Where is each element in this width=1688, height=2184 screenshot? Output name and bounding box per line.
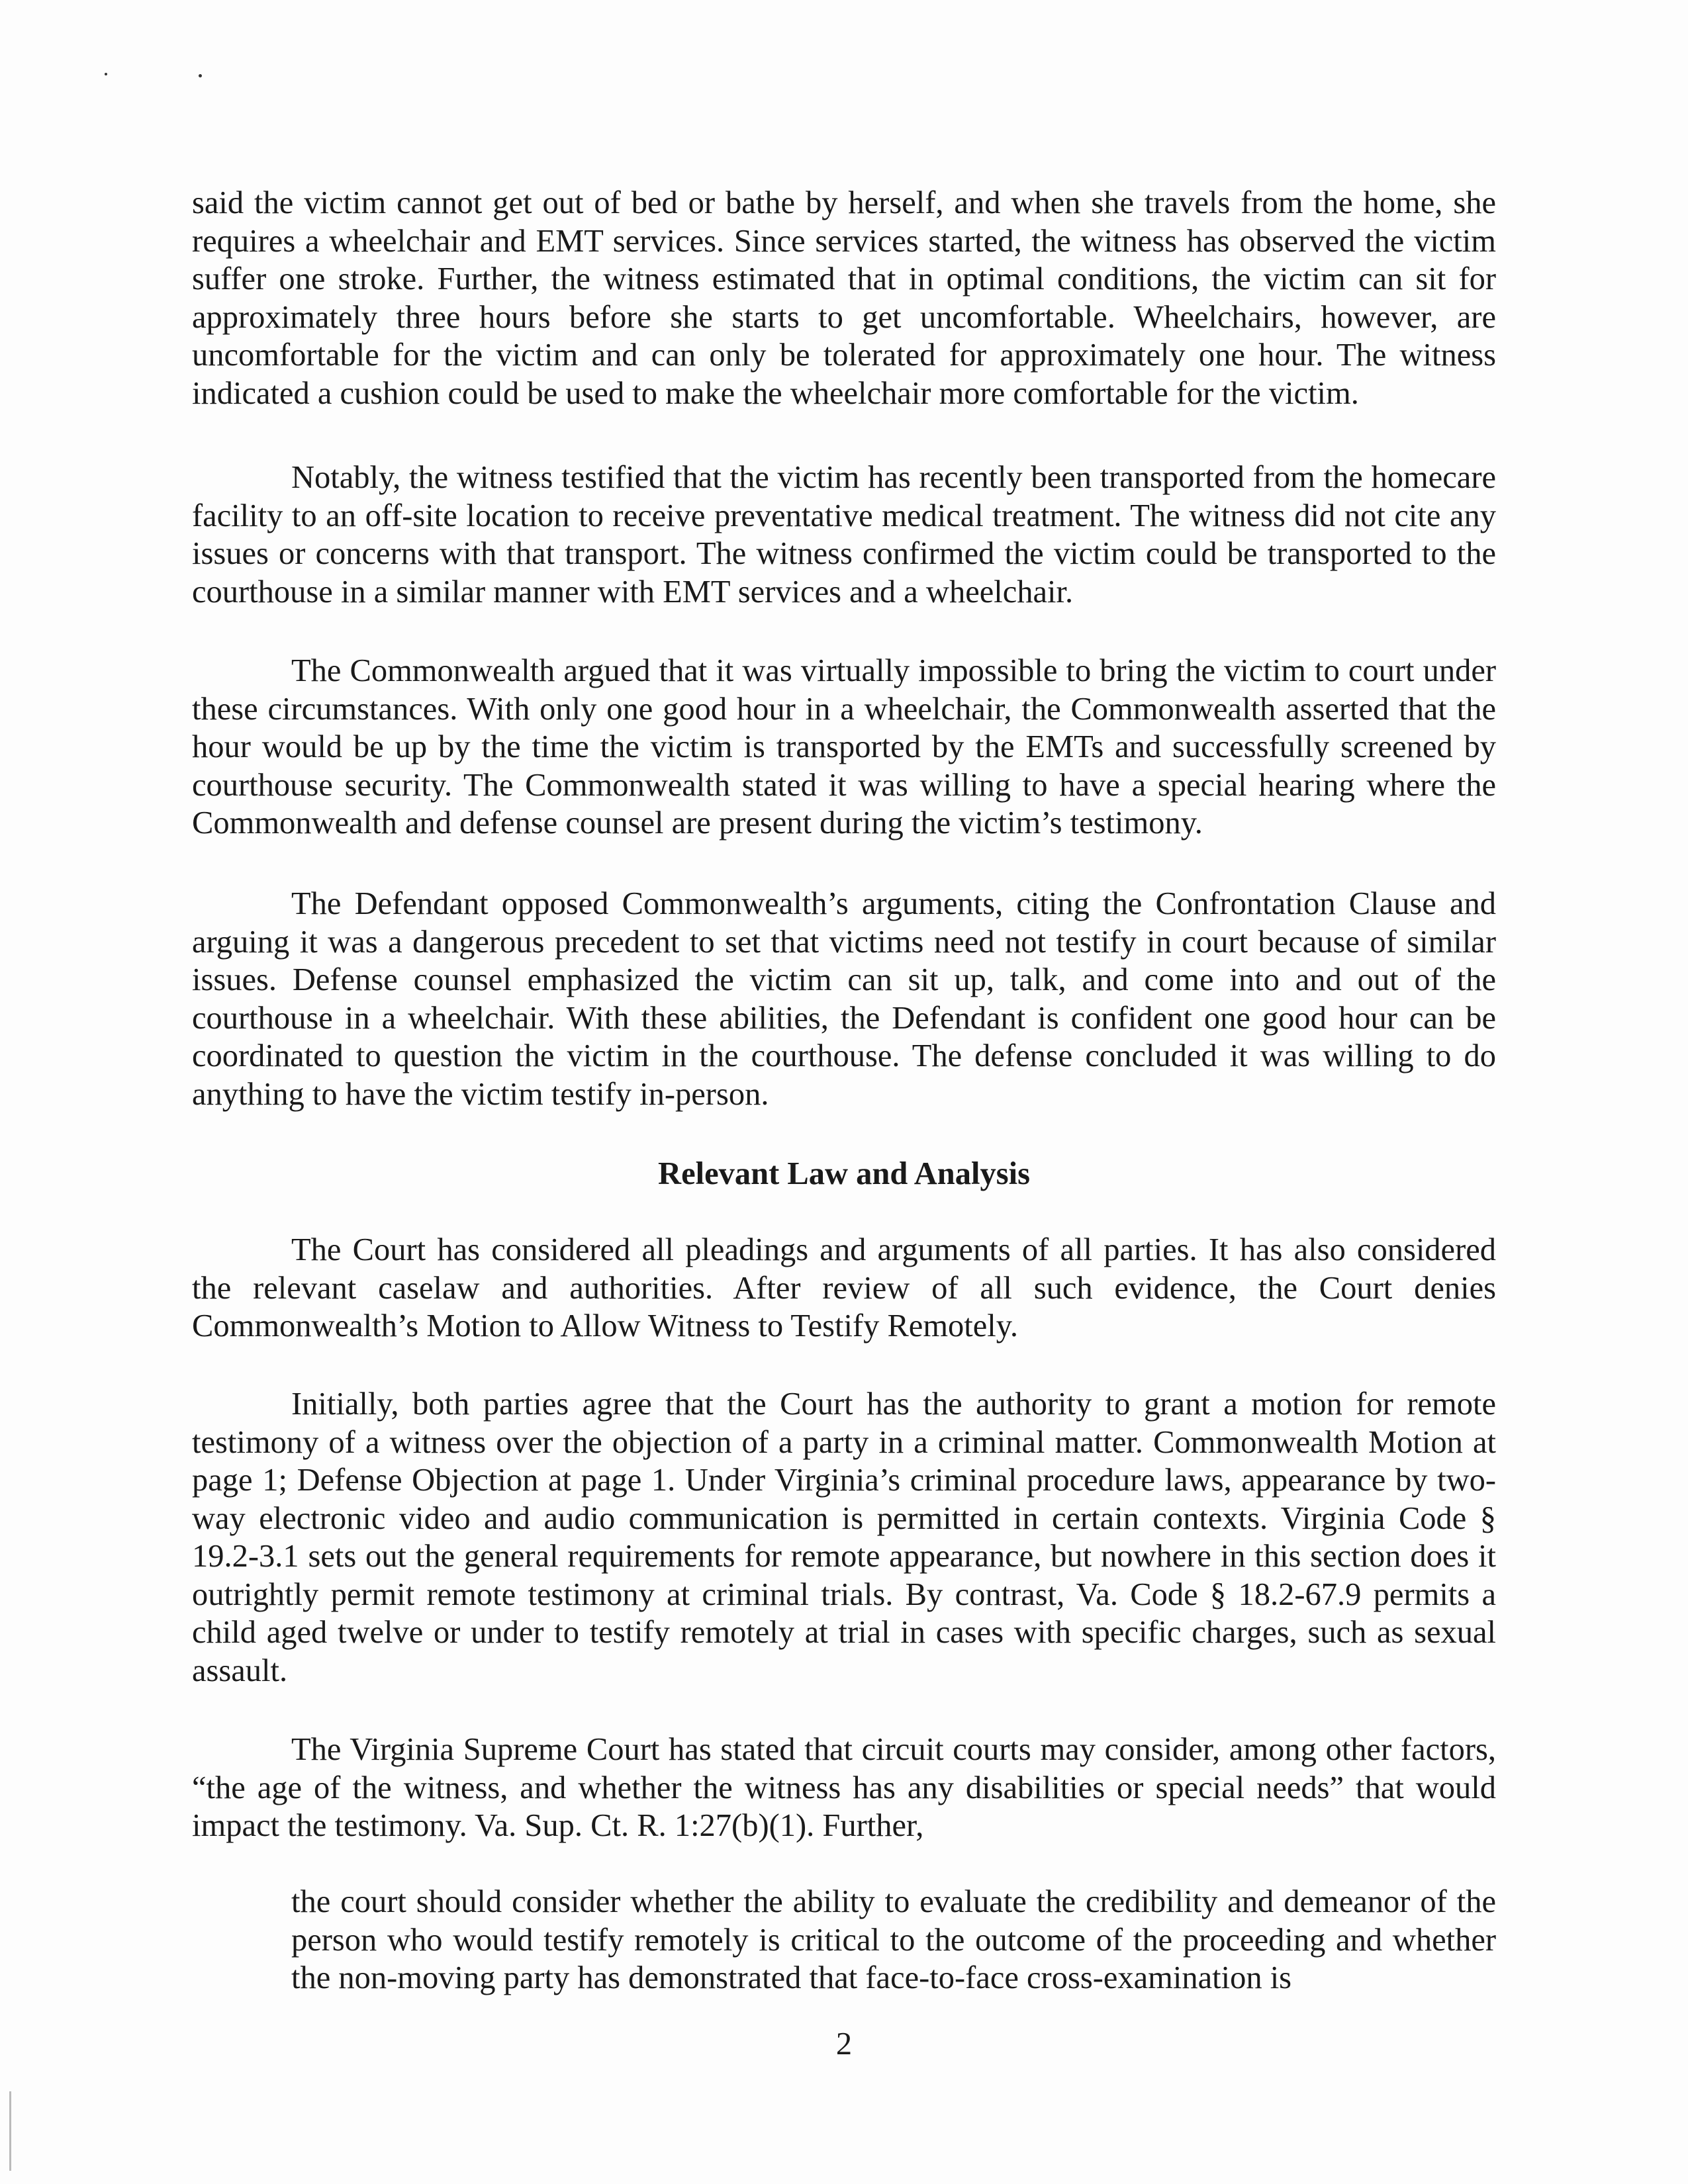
paragraph-text: Initially, both parties agree that the Court has the authority to grant a motion for remote testimony of a witness over the objection of a party in a criminal matter. Commonwealth Motion at page 1; Defense Objection at page 1. Under Virginia’s criminal procedure laws, appearance by two-way electronic video and audio communication is permitted in certain contexts. Virginia Code § 19.2-3.1 sets out the general requirements for remote appearance, but nowhere in this section does it outrightly permit remote testimony at criminal trials. By contrast, Va. Code § 18.2-67.9 permits a child aged twelve or under to testify remotely at trial in cases with specific charges, such as sexual assault. xyxy=(192,1387,1496,1688)
paragraph-defendant-opposition xyxy=(192,885,1496,1113)
scan-speck xyxy=(199,74,202,77)
paragraph-text: The Court has considered all pleadings and arguments of all parties. It has also considered the relevant caselaw and authorities. After review of all such evidence, the Court denies Commonwealth’s Motion to Allow Witness to Testify Remotely. xyxy=(192,1232,1496,1343)
block-quote: the court should consider whether the ability to evaluate the credibility and demeanor of the person who would testify remotely is critical to the outcome of the proceeding and whether the non-moving party has demonstrated that face-to-face cross-examination is xyxy=(291,1884,1496,1995)
paragraph-text: Notably, the witness testified that the victim has recently been transported from the homecare facility to an off-site location to receive preventative medical treatment. The witness did not cite any issues or concerns with that transport. The witness confirmed the victim could be transported to the courthouse in a similar manner with EMT services and a wheelchair. xyxy=(192,460,1496,610)
paragraph-continuation xyxy=(192,184,1496,412)
paragraph-court-considered xyxy=(192,1231,1496,1345)
scan-edge-line xyxy=(9,2091,11,2171)
section-heading: Relevant Law and Analysis xyxy=(658,1156,1030,1191)
paragraph-text: The Commonwealth argued that it was virtually impossible to bring the victim to court under these circumstances. With only one good hour in a wheelchair, the Commonwealth asserted that the hour would be up by the time the victim is transported by the EMTs and successfully screened by courthouse security. The Commonwealth stated it was willing to have a special hearing where the Commonwealth and defense counsel are present during the victim’s testimony. xyxy=(192,653,1496,841)
paragraph-authority xyxy=(192,1385,1496,1690)
paragraph-commonwealth-argument xyxy=(192,652,1496,842)
paragraph-text: said the victim cannot get out of bed or bathe by herself, and when she travels from the home, she requires a wheelchair and EMT services. Since services started, the witness has observed the victim suffer one stroke. Further, the witness estimated that in optimal conditions, the victim can sit for approximately three hours before she starts to get uncomfortable. Wheelchairs, however, are uncomfortable for the victim and can only be tolerated for approximately one hour. The witness indicated a cushion could be used to make the wheelchair more comfortable for the victim. xyxy=(192,185,1496,411)
paragraph-text: The Virginia Supreme Court has stated that circuit courts may consider, among other factors, “the age of the witness, and whether the witness has any disabilities or special needs” that would impact the testimony. Va. Sup. Ct. R. 1:27(b)(1). Further, xyxy=(192,1732,1496,1843)
paragraph-supreme-court xyxy=(192,1731,1496,1845)
scan-speck xyxy=(105,73,107,75)
page-number: 2 xyxy=(835,2026,853,2062)
paragraph-text: The Defendant opposed Commonwealth’s arguments, citing the Confrontation Clause and arguing it was a dangerous precedent to set that victims need not testify in court because of similar issues. Defense counsel emphasized the victim can sit up, talk, and come into and out of the courthouse in a wheelchair. With these abilities, the Defendant is confident one good hour can be coordinated to question the victim in the courthouse. The defense concluded it was willing to do anything to have the victim testify in-person. xyxy=(192,886,1496,1112)
paragraph-witness-transport xyxy=(192,459,1496,611)
